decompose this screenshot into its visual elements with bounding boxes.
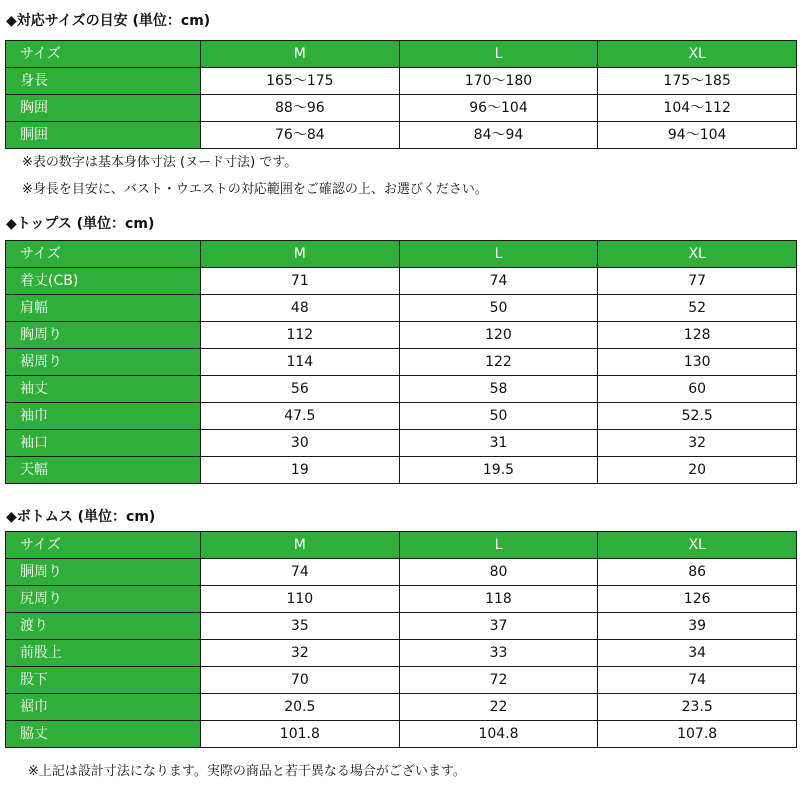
- row-label: 裾巾: [6, 694, 201, 721]
- row-label: 着丈(CB): [6, 268, 201, 295]
- table-row: [6, 586, 797, 613]
- value-cell: 130: [598, 349, 797, 376]
- table-row: [6, 349, 797, 376]
- value-cell: 58: [399, 376, 598, 403]
- value-cell: 60: [598, 376, 797, 403]
- body-size-note: ※身長を目安に、バスト・ウエストの対応範囲をご確認の上、お選びください。: [22, 182, 488, 197]
- row-label: 身長: [6, 68, 201, 95]
- table-row: [6, 457, 797, 484]
- value-cell: 71: [201, 268, 400, 295]
- value-cell: 118: [399, 586, 598, 613]
- size-xl-header: XL: [598, 41, 797, 68]
- table-header-row: [6, 241, 797, 268]
- table-row: [6, 68, 797, 95]
- body-size-heading: ◆対応サイズの目安 (単位：cm): [6, 13, 211, 29]
- value-cell: 19.5: [399, 457, 598, 484]
- size-l-header: L: [399, 41, 598, 68]
- size-label-cell: サイズ: [6, 41, 201, 68]
- row-label: 胴周り: [6, 559, 201, 586]
- value-cell: 39: [598, 613, 797, 640]
- value-cell: 77: [598, 268, 797, 295]
- table-row: [6, 694, 797, 721]
- value-cell: 34: [598, 640, 797, 667]
- value-cell: 112: [201, 322, 400, 349]
- value-cell: 110: [201, 586, 400, 613]
- table-row: [6, 322, 797, 349]
- value-cell: 104〜112: [598, 95, 797, 122]
- value-cell: 32: [201, 640, 400, 667]
- value-cell: 122: [399, 349, 598, 376]
- size-l-header: L: [399, 241, 598, 268]
- table-row: [6, 376, 797, 403]
- row-label: 尻周り: [6, 586, 201, 613]
- value-cell: 50: [399, 295, 598, 322]
- size-m-header: M: [201, 532, 400, 559]
- bottoms-note: ※上記は設計寸法になります。実際の商品と若干異なる場合がございます。: [28, 764, 466, 779]
- table-row: [6, 559, 797, 586]
- tops-table: [5, 240, 797, 484]
- value-cell: 80: [399, 559, 598, 586]
- value-cell: 35: [201, 613, 400, 640]
- value-cell: 175〜185: [598, 68, 797, 95]
- row-label: 袖巾: [6, 403, 201, 430]
- value-cell: 96〜104: [399, 95, 598, 122]
- value-cell: 33: [399, 640, 598, 667]
- value-cell: 47.5: [201, 403, 400, 430]
- value-cell: 120: [399, 322, 598, 349]
- table-row: [6, 430, 797, 457]
- table-row: [6, 403, 797, 430]
- row-label: 胸囲: [6, 95, 201, 122]
- size-m-header: M: [201, 241, 400, 268]
- value-cell: 170〜180: [399, 68, 598, 95]
- size-xl-header: XL: [598, 241, 797, 268]
- value-cell: 72: [399, 667, 598, 694]
- value-cell: 70: [201, 667, 400, 694]
- value-cell: 76〜84: [201, 122, 400, 149]
- row-label: 袖丈: [6, 376, 201, 403]
- size-label-cell: サイズ: [6, 532, 201, 559]
- size-m-header: M: [201, 41, 400, 68]
- table-row: [6, 95, 797, 122]
- row-label: 袖口: [6, 430, 201, 457]
- table-header-row: [6, 41, 797, 68]
- row-label: 肩幅: [6, 295, 201, 322]
- size-xl-header: XL: [598, 532, 797, 559]
- body-size-table: [5, 40, 797, 149]
- table-row: [6, 122, 797, 149]
- value-cell: 52: [598, 295, 797, 322]
- value-cell: 20: [598, 457, 797, 484]
- body-size-note: ※表の数字は基本身体寸法 (ヌード寸法) です。: [22, 155, 298, 170]
- value-cell: 101.8: [201, 721, 400, 748]
- value-cell: 31: [399, 430, 598, 457]
- value-cell: 37: [399, 613, 598, 640]
- value-cell: 52.5: [598, 403, 797, 430]
- row-label: 天幅: [6, 457, 201, 484]
- value-cell: 74: [598, 667, 797, 694]
- value-cell: 104.8: [399, 721, 598, 748]
- table-row: [6, 268, 797, 295]
- value-cell: 48: [201, 295, 400, 322]
- row-label: 胴囲: [6, 122, 201, 149]
- value-cell: 20.5: [201, 694, 400, 721]
- row-label: 胸周り: [6, 322, 201, 349]
- value-cell: 23.5: [598, 694, 797, 721]
- value-cell: 19: [201, 457, 400, 484]
- tops-heading: ◆トップス (単位：cm): [6, 216, 155, 232]
- table-header-row: [6, 532, 797, 559]
- bottoms-table: [5, 531, 797, 748]
- value-cell: 88〜96: [201, 95, 400, 122]
- table-row: [6, 640, 797, 667]
- value-cell: 74: [201, 559, 400, 586]
- value-cell: 114: [201, 349, 400, 376]
- row-label: 渡り: [6, 613, 201, 640]
- value-cell: 56: [201, 376, 400, 403]
- value-cell: 165〜175: [201, 68, 400, 95]
- value-cell: 50: [399, 403, 598, 430]
- value-cell: 107.8: [598, 721, 797, 748]
- bottoms-heading: ◆ボトムス (単位：cm): [6, 509, 156, 525]
- size-l-header: L: [399, 532, 598, 559]
- value-cell: 30: [201, 430, 400, 457]
- row-label: 脇丈: [6, 721, 201, 748]
- table-row: [6, 667, 797, 694]
- size-label-cell: サイズ: [6, 241, 201, 268]
- value-cell: 74: [399, 268, 598, 295]
- value-cell: 32: [598, 430, 797, 457]
- value-cell: 84〜94: [399, 122, 598, 149]
- value-cell: 126: [598, 586, 797, 613]
- row-label: 股下: [6, 667, 201, 694]
- value-cell: 22: [399, 694, 598, 721]
- table-row: [6, 721, 797, 748]
- value-cell: 86: [598, 559, 797, 586]
- value-cell: 128: [598, 322, 797, 349]
- row-label: 裾周り: [6, 349, 201, 376]
- value-cell: 94〜104: [598, 122, 797, 149]
- table-row: [6, 613, 797, 640]
- row-label: 前股上: [6, 640, 201, 667]
- table-row: [6, 295, 797, 322]
